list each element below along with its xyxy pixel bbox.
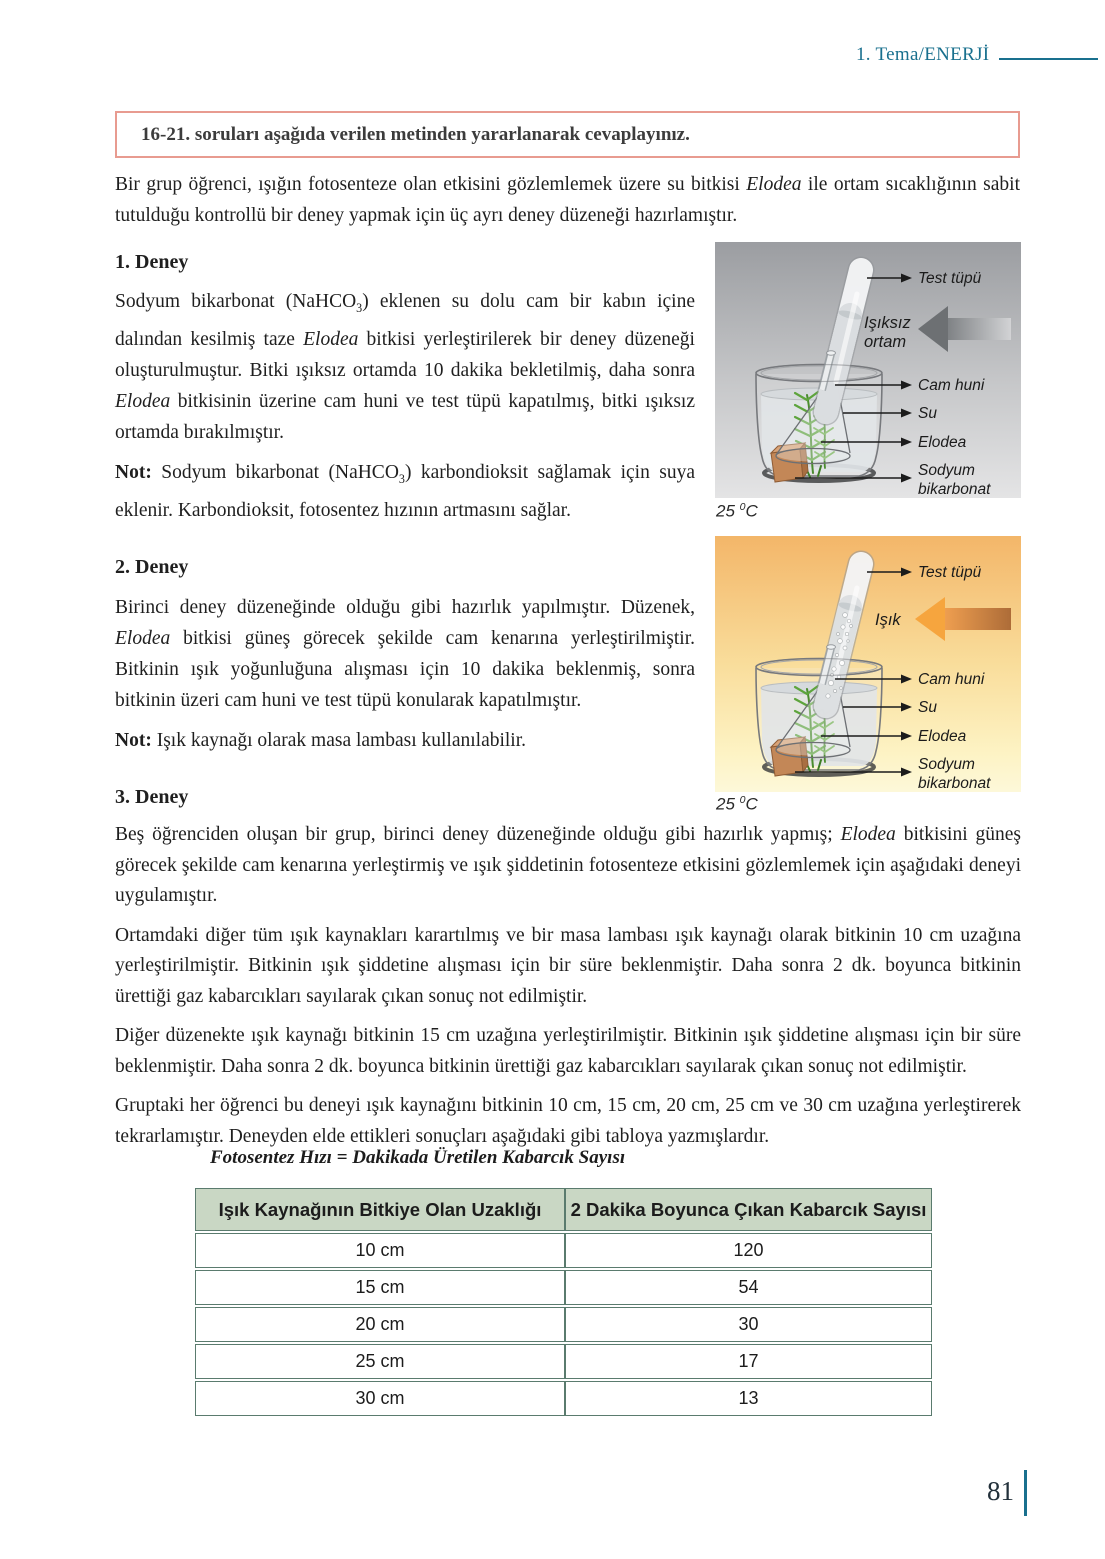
label-elodea: Elodea [918, 434, 967, 451]
label-funnel: Cam huni [918, 377, 985, 394]
label-bicarbonate-line1: Sodyum [918, 462, 975, 479]
experiment-3-title: 3. Deney [115, 786, 189, 808]
instruction-box [115, 111, 1020, 158]
experiment-1-note: Not: Sodyum bikarbonat (NaHCO$_3$) karbondioksit sağlamak için suya eklenir. Karbondioksit, fotosentez hızının artmasını sağlar. [115, 461, 695, 521]
species-name: Elodea [115, 390, 171, 412]
table-title: Fotosentez Hızı = Dakikada Üretilen Kabarcık Sayısı [210, 1147, 626, 1168]
label-funnel: Cam huni [918, 671, 985, 688]
label-bicarbonate-line2: bikarbonat [918, 775, 991, 792]
table-cell-distance: 30 cm [195, 1381, 565, 1416]
label-dark-environment-line2: ortam [864, 333, 907, 351]
table-cell-distance: 25 cm [195, 1344, 565, 1379]
table-cell-bubbles: 13 [565, 1381, 932, 1416]
experiment-1-paragraph: Sodyum bikarbonat (NaHCO$_3$) eklenen su dolu cam bir kabın içine dalından kesilmiş taze Elodea bitkisi yerleştirilerek bir deney düzeneği oluşturulmuştur. Bitki ışıksız ortamda 10 dakika bekletilmiş, daha sonra Elodea bitkisinin üzerine cam huni ve test tüpü kapatılmış, bitki ışıksız ortamda bırakılmıştır. [115, 291, 695, 443]
experiment-3-body [115, 820, 1021, 1161]
label-elodea: Elodea [918, 728, 967, 745]
instruction-text: 16-21. soruları aşağıda verilen metinden yararlanarak cevaplayınız. [141, 123, 690, 145]
experiment-3-paragraph-4: Gruptaki her öğrenci bu deneyi ışık kaynağını bitkinin 10 cm, 15 cm, 20 cm, 25 cm ve 30 cm uzağına yerleştirerek tekrarlamıştır. Deneyden elde ettikleri sonuçları aşağıdaki gibi tabloya yazmışlardır. [115, 1095, 1021, 1147]
page-number-bar [1024, 1470, 1027, 1516]
table-header-distance: Işık Kaynağının Bitkiye Olan Uzaklığı [195, 1188, 565, 1231]
table-cell-bubbles: 30 [565, 1307, 932, 1342]
experiment-2-note: Not: Işık kaynağı olarak masa lambası kullanılabilir. [115, 730, 527, 751]
experiment-1-diagram [715, 242, 1021, 498]
table-cell-bubbles: 54 [565, 1270, 932, 1305]
species-name: Elodea [303, 328, 359, 350]
label-water: Su [918, 405, 937, 422]
species-name: Elodea [746, 174, 802, 195]
temperature-caption-1: 25 $^0$C [716, 501, 758, 521]
label-light: Işık [875, 611, 901, 629]
intro-paragraph: Bir grup öğrenci, ışığın fotosenteze olan etkisini gözlemlemek üzere su bitkisi Elodea ile ortam sıcaklığının sabit tutulduğu kontrollü bir deney yapmak için üç ayrı deney düzeneği hazırlamıştır. [115, 174, 1020, 226]
label-dark-environment-line1: Işıksız [864, 314, 911, 332]
temperature-caption-2: 25 $^0$C [716, 794, 758, 814]
experiment-3-paragraph-1: Beş öğrenciden oluşan bir grup, birinci deney düzeneğinde olduğu gibi hazırlık yapmış; Elodea bitkisini güneş görecek şekilde cam kenarına yerleştirmiş ve ışık şiddetinin fotosenteze etkisini gözlemlemek için aşağıdaki deneyi uygulamıştır. [115, 824, 1021, 906]
table-cell-distance: 15 cm [195, 1270, 565, 1305]
table-header-bubbles: 2 Dakika Boyunca Çıkan Kabarcık Sayısı [565, 1188, 932, 1231]
chapter-title: 1. Tema/ENERJİ [856, 44, 990, 65]
label-bicarbonate-line1: Sodyum [918, 756, 975, 773]
experiment-3-paragraph-2: Ortamdaki diğer tüm ışık kaynakları karartılmış ve bir masa lambası ışık kaynağı olarak bitkinin 10 cm uzağına yerleştirilmiştir. Bitkinin ışık şiddetine alışması için bir süre beklenmiştir. Daha sonra 2 dk. boyunca bitkinin ürettiği gaz kabarcıkları sayılarak çıkan sonuç not edilmiştir. [115, 924, 1021, 1007]
table-cell-distance: 10 cm [195, 1233, 565, 1268]
experiment-3-paragraph-3: Diğer düzenekte ışık kaynağı bitkinin 15 cm uzağına yerleştirilmiştir. Bitkinin ışık şiddetine alışması için bir süre beklenmiştir. Daha sonra 2 dk. boyunca bitkinin ürettiği gaz kabarcıkları sayılarak çıkan sonuç not edilmiştir. [115, 1025, 1021, 1077]
experiment-1-body [115, 286, 695, 535]
results-table [195, 1188, 932, 1416]
label-test-tube: Test tüpü [918, 270, 982, 287]
experiment-1-title: 1. Deney [115, 251, 189, 273]
label-test-tube: Test tüpü [918, 564, 982, 581]
experiment-2-diagram [715, 536, 1021, 792]
table-cell-bubbles: 17 [565, 1344, 932, 1379]
label-bicarbonate-line2: bikarbonat [918, 481, 991, 498]
experiment-2-body [115, 592, 695, 765]
label-water: Su [918, 699, 937, 716]
header-rule [999, 58, 1098, 60]
species-name: Elodea [840, 824, 896, 845]
page-number: 81 [987, 1476, 1014, 1506]
table-cell-distance: 20 cm [195, 1307, 565, 1342]
chapter-header [856, 44, 1098, 66]
species-name: Elodea [115, 628, 171, 649]
experiment-2-paragraph: Birinci deney düzeneğinde olduğu gibi hazırlık yapılmıştır. Düzenek, Elodea bitkisi güneş görecek şekilde cam kenarına yerleştirilmiştir. Bitkinin ışık yoğunluğuna alışması için 10 dakika beklenmiş, sonra bitkinin üzeri cam huni ve test tüpü konularak kapatılmıştır. [115, 597, 695, 711]
table-cell-bubbles: 120 [565, 1233, 932, 1268]
experiment-2-title: 2. Deney [115, 556, 189, 578]
